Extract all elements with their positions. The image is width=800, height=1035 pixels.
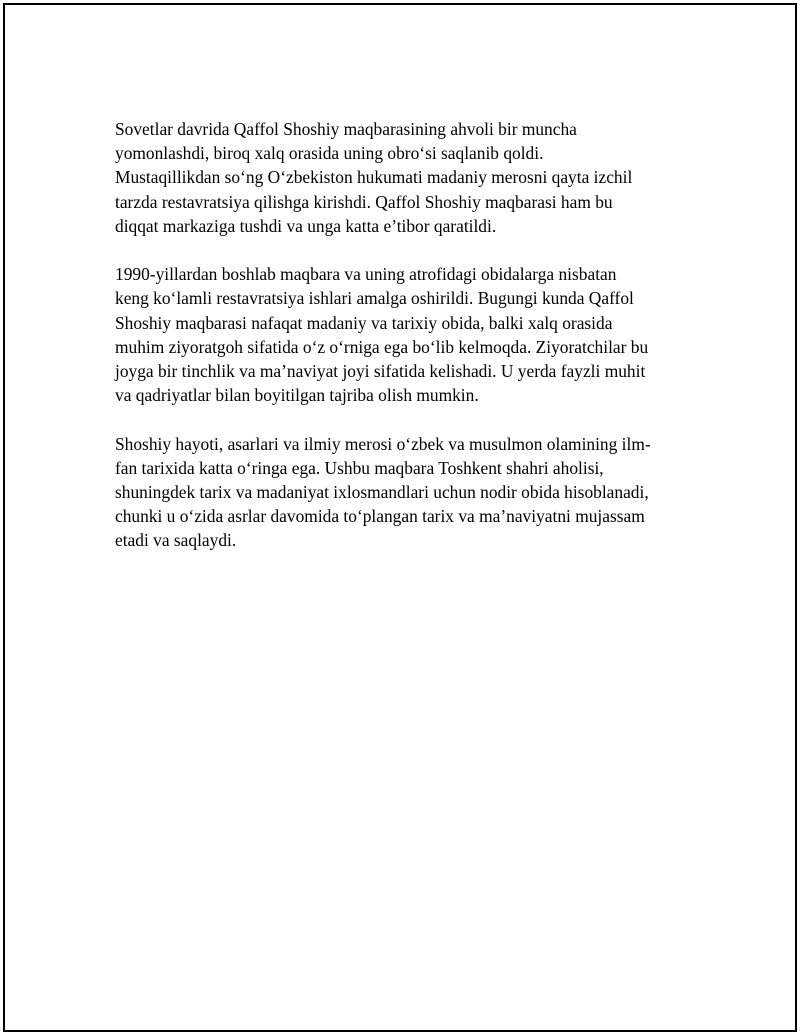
text-line: joyga bir tinchlik va ma’naviyat joyi sifatida kelishadi. U yerda fayzli muhit: [115, 361, 646, 382]
text-line: Sovetlar davrida Qaffol Shoshiy maqbarasining ahvoli bir muncha: [115, 119, 577, 139]
text-line: tarzda restavratsiya qilishga kirishdi. Qaffol Shoshiy maqbarasi ham bu: [115, 191, 613, 212]
text-line: va qadriyatlar bilan boyitilgan tajriba olish mumkin.: [115, 385, 479, 406]
paragraph-1: [115, 117, 690, 238]
text-line: fan tarixida katta o‘ringa ega. Ushbu maqbara Toshkent shahri aholisi,: [115, 457, 604, 478]
text-line: yomonlashdi, biroq xalq orasida uning obro‘si saqlanib qoldi.: [115, 143, 544, 164]
text-line: diqqat markaziga tushdi va unga katta e’tibor qaratildi.: [115, 215, 497, 236]
text-line: Mustaqillikdan so‘ng O‘zbekiston hukumati madaniy merosni qayta izchil: [115, 167, 633, 188]
text-line: chunki u o‘zida asrlar davomida to‘plangan tarix va ma’naviyatni mujassam: [115, 506, 645, 527]
text-line: etadi va saqlaydi.: [115, 530, 237, 551]
text-line: 1990-yillardan boshlab maqbara va uning atrofidagi obidalarga nisbatan: [115, 264, 617, 285]
text-line: Shoshiy hayoti, asarlari va ilmiy merosi o‘zbek va musulmon olamining ilm-: [115, 433, 651, 454]
text-line: keng ko‘lamli restavratsiya ishlari amalga oshirildi. Bugungi kunda Qaffol: [115, 288, 634, 309]
paragraph-3: [115, 432, 690, 553]
text-line: Shoshiy maqbarasi nafaqat madaniy va tarixiy obida, balki xalq orasida: [115, 312, 613, 333]
text-line: shuningdek tarix va madaniyat ixlosmandlari uchun nodir obida hisoblanadi,: [115, 482, 649, 503]
document-body: [115, 117, 690, 577]
text-line: muhim ziyoratgoh sifatida o‘z o‘rniga ega bo‘lib kelmoqda. Ziyoratchilar bu: [115, 336, 649, 357]
paragraph-2: [115, 262, 690, 407]
